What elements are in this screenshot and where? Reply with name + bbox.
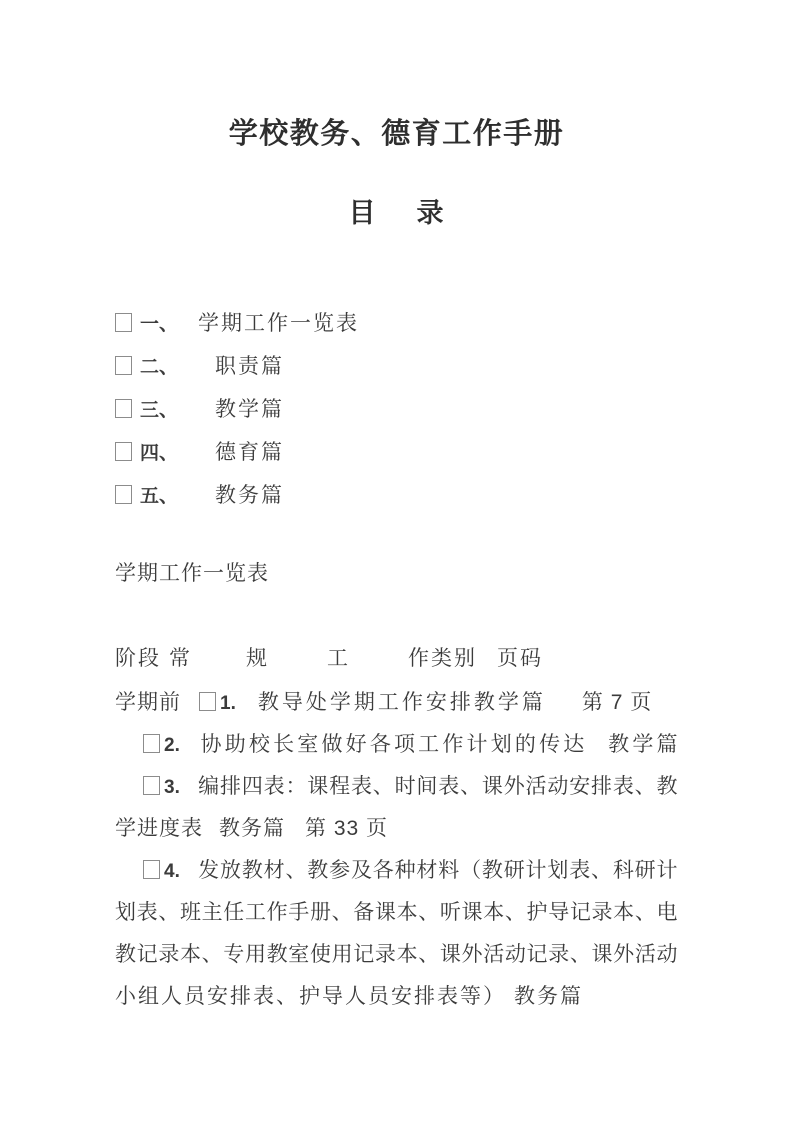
row-text: 协助校长室做好各项工作计划的传达 — [197, 733, 588, 756]
row-text: 编排四表：课程表、时间表、课外活动安排表、教 — [197, 775, 678, 798]
checkbox-icon — [115, 399, 132, 418]
table-row-4-continuation: 划表、班主任工作手册、备课本、听课本、护导记录本、电 — [115, 901, 678, 924]
header-col-1: 常 — [169, 647, 192, 670]
row-category: 教务篇 — [514, 985, 583, 1008]
header-col-2: 规 — [246, 647, 269, 670]
toc-item-teaching — [115, 397, 678, 424]
header-stage: 阶段 — [115, 647, 161, 670]
row-text-continuation: 学进度表 — [115, 817, 203, 840]
table-row-3 — [115, 774, 678, 801]
table-row-4 — [115, 858, 678, 885]
checkbox-icon — [143, 734, 160, 753]
table-row-4-continuation: 教记录本、专用教室使用记录本、课外活动记录、课外活动 — [115, 943, 678, 966]
row-category: 教务篇 — [219, 817, 285, 840]
section-heading: 学期工作一览表 — [115, 562, 269, 585]
table-row-4-continuation — [115, 984, 678, 1010]
toc-item-num: 二、 — [140, 357, 179, 378]
row-number: 3. — [164, 777, 180, 798]
toc-item-label: 职责篇 — [215, 355, 285, 378]
row-number: 2. — [164, 735, 180, 756]
row-text: 教导处学期工作安排教学篇 — [257, 691, 546, 714]
row-number: 4. — [164, 861, 180, 882]
header-page: 页码 — [497, 647, 543, 670]
checkbox-icon — [143, 776, 160, 795]
table-row-3-continuation — [115, 816, 678, 842]
row-page: 第 33 页 — [305, 817, 389, 840]
row-text: 发放教材、教参及各种材料（教研计划表、科研计 — [197, 859, 678, 882]
table-row-1 — [115, 690, 678, 717]
toc-item-num: 五、 — [140, 486, 179, 507]
toc-item-semester-overview — [115, 311, 678, 338]
checkbox-icon — [143, 860, 160, 879]
page-title: 学校教务、德育工作手册 — [228, 118, 565, 150]
checkbox-icon — [199, 692, 216, 711]
header-col-3: 工 — [327, 647, 350, 670]
toc-heading-right: 录 — [416, 198, 445, 228]
toc-item-duties — [115, 354, 678, 381]
header-col-4: 作类别 — [408, 647, 477, 670]
toc-item-academic-affairs — [115, 483, 678, 510]
row-number: 1. — [220, 693, 236, 714]
checkbox-icon — [115, 356, 132, 375]
toc-item-num: 三、 — [140, 400, 179, 421]
toc-heading — [0, 200, 793, 226]
row-category: 教学篇 — [605, 733, 678, 756]
toc-item-moral-education — [115, 440, 678, 467]
table-header-row — [115, 646, 678, 672]
toc-item-label: 学期工作一览表 — [198, 312, 360, 335]
row-page: 第 7 页 — [581, 691, 653, 714]
toc-heading-left: 目 — [348, 198, 377, 228]
toc-item-num: 一、 — [140, 314, 179, 335]
row-text-continuation: 小组人员安排表、护导人员安排表等） — [115, 985, 506, 1008]
row-stage: 学期前 — [115, 691, 181, 714]
toc-item-label: 教学篇 — [215, 398, 285, 421]
checkbox-icon — [115, 442, 132, 461]
toc-item-label: 教务篇 — [215, 484, 285, 507]
toc-item-num: 四、 — [140, 443, 179, 464]
table-row-2 — [115, 732, 678, 759]
checkbox-icon — [115, 485, 132, 504]
toc-item-label: 德育篇 — [215, 441, 285, 464]
checkbox-icon — [115, 313, 132, 332]
